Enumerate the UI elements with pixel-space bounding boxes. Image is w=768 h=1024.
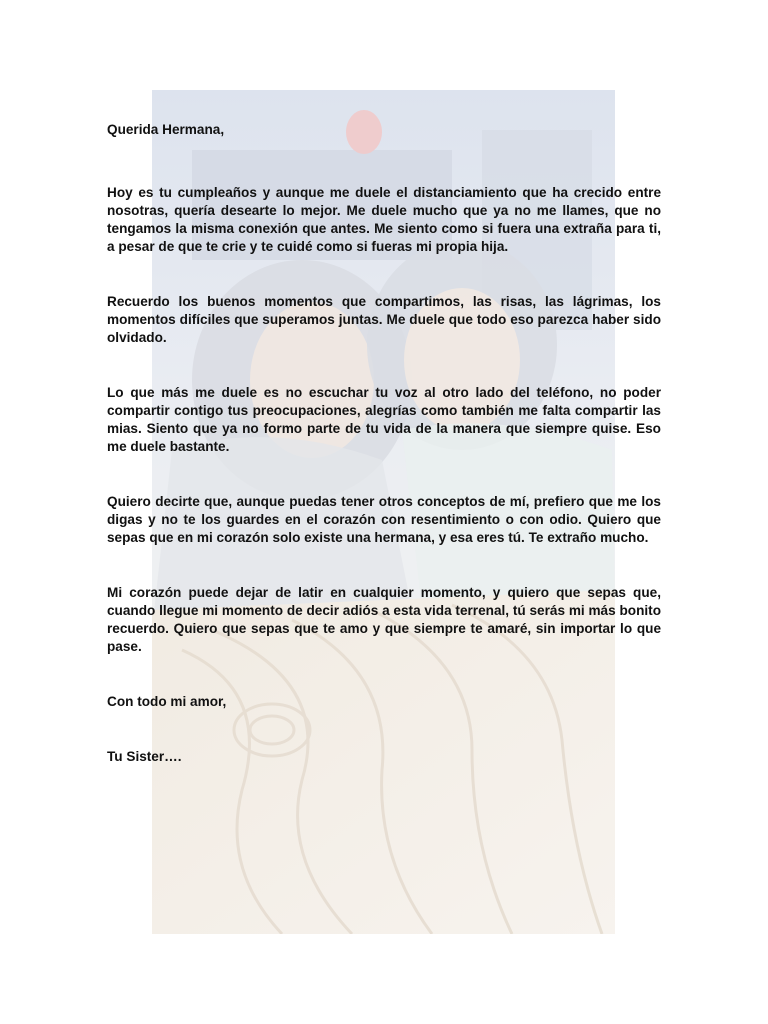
letter-paragraph: Quiero decirte que, aunque puedas tener otros conceptos de mí, prefiero que me los digas y no te los guardes en el corazón con resentimiento o con odio. Quiero que sepas que en mi corazón solo existe una hermana, y esa eres tú. Te extraño mucho.	[107, 494, 661, 545]
letter-paragraph: Hoy es tu cumpleaños y aunque me duele el distanciamiento que ha crecido entre nosotras, quería desearte lo mejor. Me duele mucho que ya no me llames, que no tengamos la misma conexión que antes. Me siento como si fuera una extraña para ti, a pesar de que te crie y te cuidé como si fueras mi propia hija.	[107, 185, 661, 254]
letter-paragraph: Lo que más me duele es no escuchar tu voz al otro lado del teléfono, no poder compartir contigo tus preocupaciones, alegrías como también me falta compartir las mias. Siento que ya no formo parte de tu vida de la manera que siempre quise. Eso me duele bastante.	[107, 385, 661, 454]
letter-paragraph: Recuerdo los buenos momentos que compartimos, las risas, las lágrimas, los momentos difíciles que superamos juntas. Me duele que todo eso parezca haber sido olvidado.	[107, 294, 661, 345]
letter-paragraph: Mi corazón puede dejar de latir en cualquier momento, y quiero que sepas que, cuando llegue mi momento de decir adiós a esta vida terrenal, tú serás mi más bonito recuerdo. Quiero que sepas que te amo y que siempre te amaré, sin importar lo que pase.	[107, 585, 661, 654]
letter-salutation: Querida Hermana,	[107, 122, 225, 137]
letter-closing: Con todo mi amor,	[107, 694, 227, 709]
letter-body	[107, 121, 661, 766]
letter-signature: Tu Sister….	[107, 749, 182, 764]
